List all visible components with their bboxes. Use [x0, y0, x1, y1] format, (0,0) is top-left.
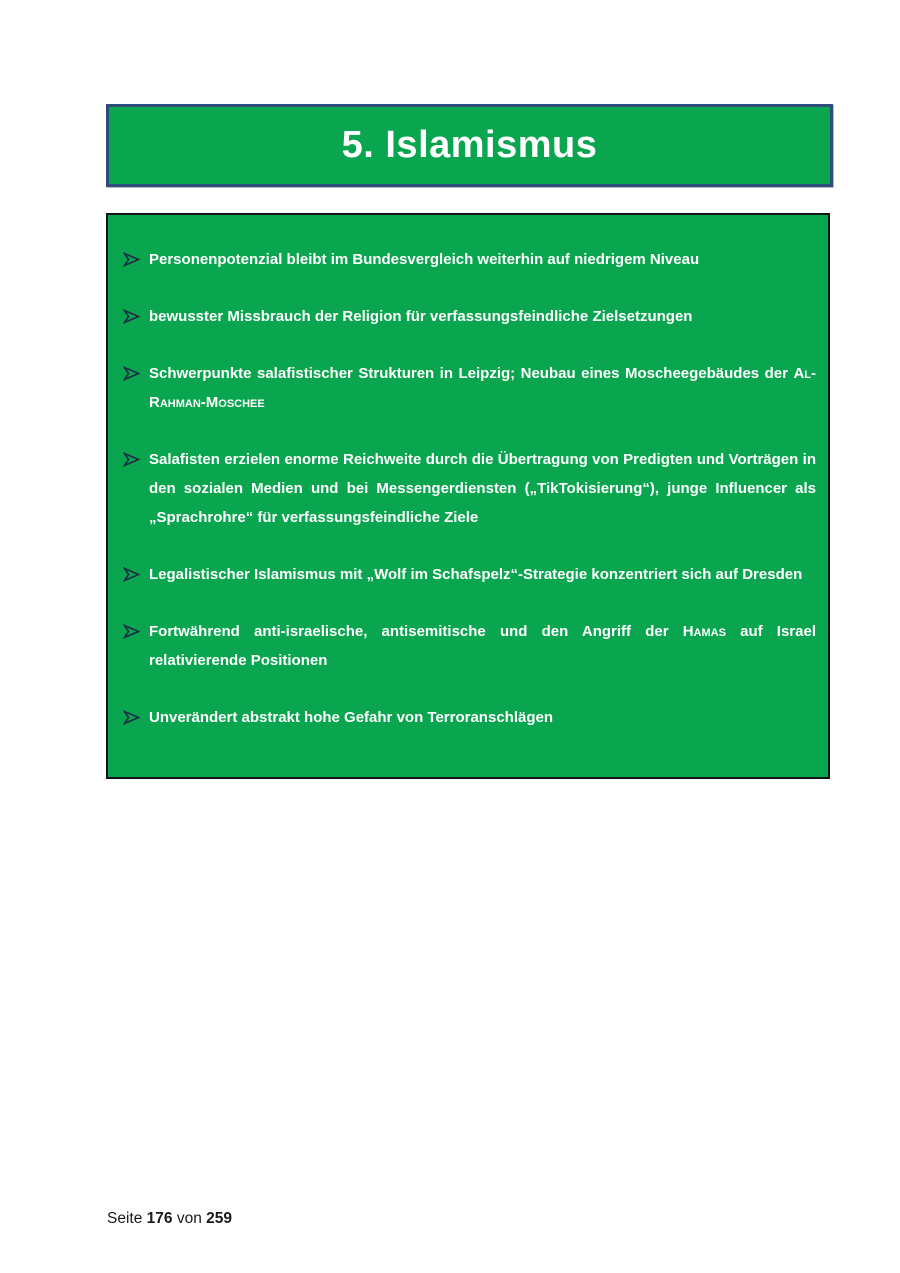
text-segment: Legalistischer Islamismus mit „Wolf im Schafspelz“-Strategie konzentriert sich auf Dresden [149, 566, 803, 583]
bullet-text [149, 302, 816, 331]
bullet-text [149, 560, 816, 589]
text-segment: Unverändert abstrakt hohe Gefahr von Terroranschlägen [149, 709, 553, 726]
smallcaps-segment: Hamas [682, 623, 726, 640]
bullet-text [149, 617, 816, 675]
bullet-item [120, 445, 816, 532]
bullet-item [120, 302, 816, 331]
key-points-box [106, 213, 830, 779]
text-segment: Personenpotenzial bleibt im Bundesvergleich weiterhin auf niedrigem Niveau [149, 251, 700, 268]
bullet-item [120, 560, 816, 589]
arrow-bullet-icon [123, 452, 140, 467]
text-segment: Salafisten erzielen enorme Reichweite durch die Übertragung von Predigten und Vorträgen in den sozialen Medien und bei Messengerdiensten („TikTokisierung“), junge Influencer als „Sprachrohre“ für verfassungsfeindliche Ziele [149, 451, 816, 526]
arrow-bullet-icon [123, 624, 140, 639]
page-footer [107, 1210, 232, 1228]
bullet-list [120, 245, 816, 732]
bullet-item [120, 617, 816, 675]
bullet-item [120, 359, 816, 417]
arrow-bullet-icon [123, 309, 140, 324]
text-segment: Fortwährend anti-israelische, antisemitische und den Angriff der [149, 623, 683, 640]
text-segment: bewusster Missbrauch der Religion für verfassungsfeindliche Zielsetzungen [149, 308, 693, 325]
bullet-item [120, 703, 816, 732]
smallcaps-segment: Al-Rahman-Moschee [149, 365, 816, 411]
footer-total-pages: 259 [206, 1210, 233, 1227]
arrow-bullet-icon [123, 710, 140, 725]
section-title: 5. Islamismus [341, 124, 598, 166]
arrow-bullet-icon [123, 567, 140, 582]
footer-separator-label: von [176, 1210, 202, 1227]
footer-current-page: 176 [146, 1210, 173, 1227]
arrow-bullet-icon [123, 366, 140, 381]
bullet-text [149, 703, 816, 732]
text-segment: Schwerpunkte salafistischer Strukturen in Leipzig; Neubau eines Moscheegebäudes der [149, 365, 794, 382]
text-segment: auf Israel relativierende Positionen [149, 623, 816, 669]
bullet-text [149, 445, 816, 532]
footer-prefix-label: Seite [107, 1210, 143, 1227]
bullet-item [120, 245, 816, 274]
section-title-banner [106, 104, 833, 187]
arrow-bullet-icon [123, 252, 140, 267]
bullet-text [149, 245, 816, 274]
bullet-text [149, 359, 816, 417]
